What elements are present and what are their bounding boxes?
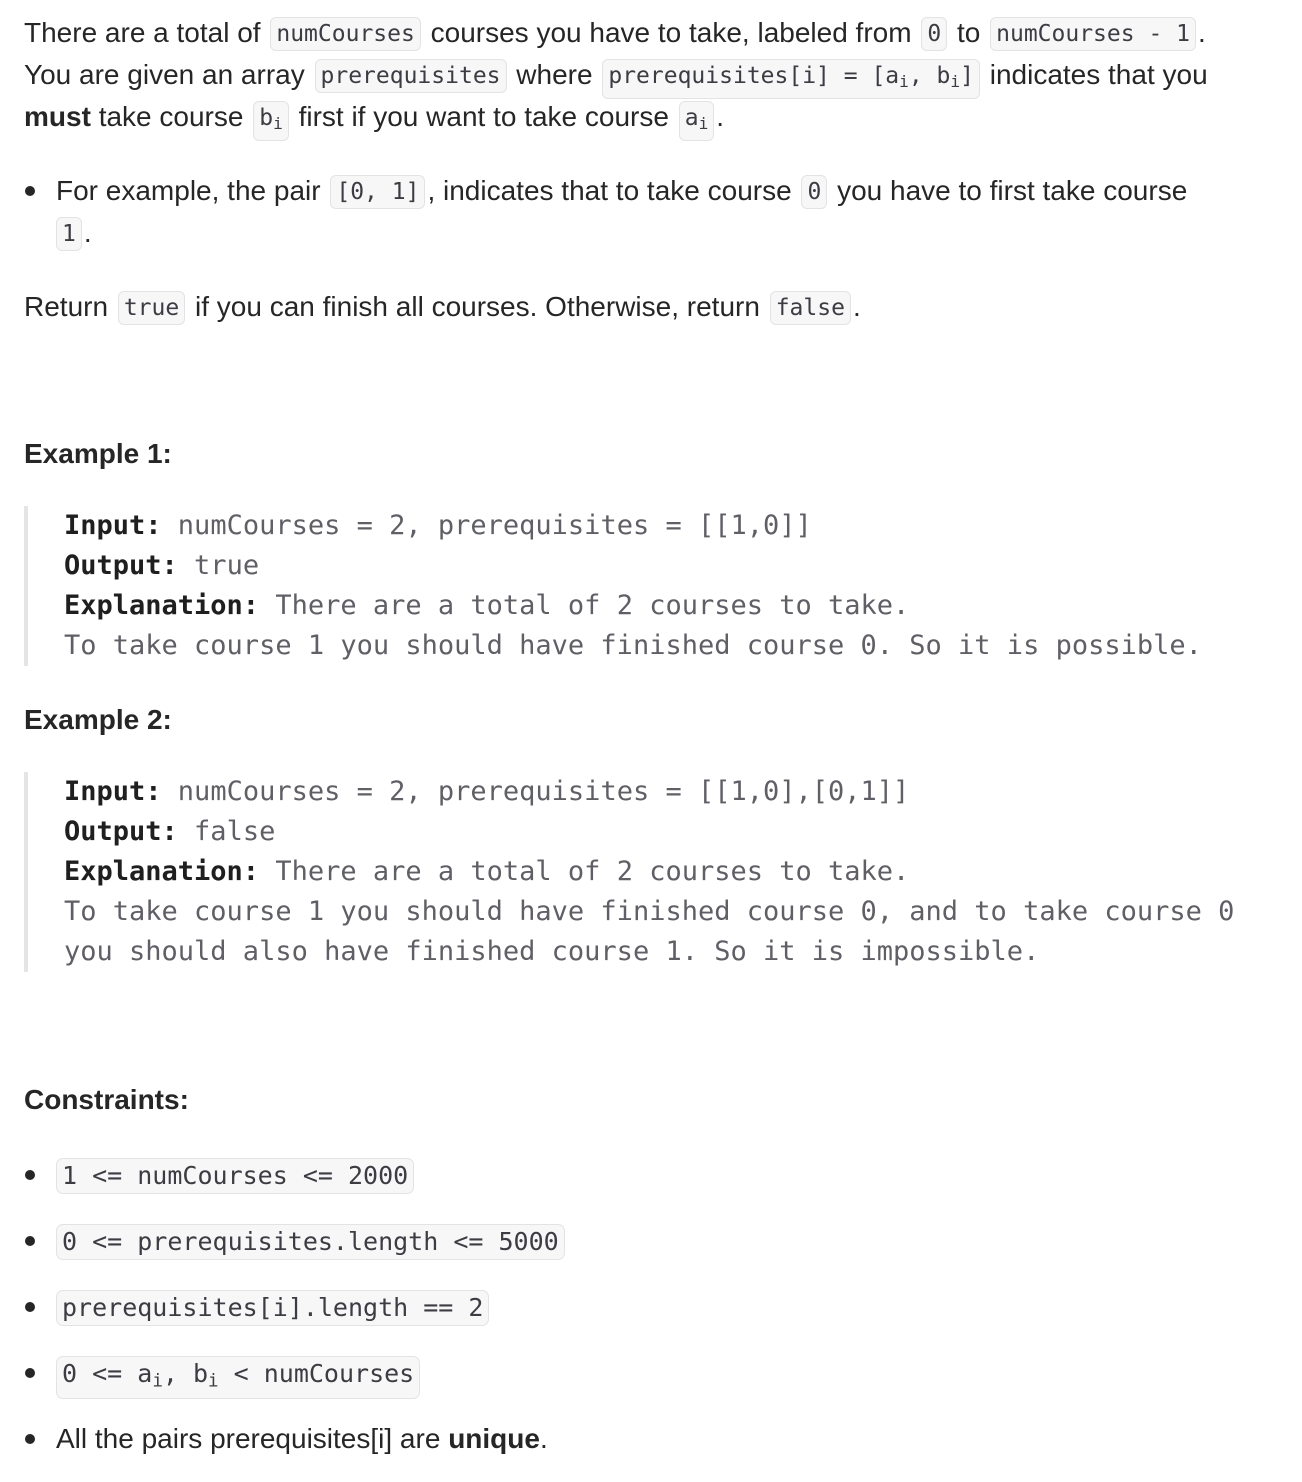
inline-code: prerequisites — [315, 59, 507, 93]
bullet-dot — [25, 1434, 35, 1444]
inline-code: $b_i$ — [253, 101, 289, 141]
example-bullet-line-1: For example, the pair [0, 1] , indicates that to take course 0 you have to first take course — [56, 170, 1187, 212]
intro-line-2: You are given an array prerequisites where prerequisites[i] = [$a_i$, $b_i$] indicates that you — [24, 54, 1208, 99]
intro-line-3: must take course $b_i$ first if you want to take course $a_i$ . — [24, 96, 724, 141]
bullet-dot — [25, 1368, 35, 1378]
example-2-output: Output: false — [64, 816, 276, 847]
inline-code: numCourses — [270, 17, 420, 51]
inline-code: 0 — [921, 17, 947, 51]
constraint-2: 0 <= prerequisites.length <= 5000 — [56, 1224, 565, 1260]
constraint-3: prerequisites[i].length == 2 — [56, 1290, 489, 1326]
example-1-explanation-cont: To take course 1 you should have finished course 0. So it is possible. — [64, 630, 1202, 661]
intro-line-1: There are a total of numCourses courses you have to take, labeled from 0 to numCourses - 1 . — [24, 12, 1206, 54]
example-1-block — [24, 506, 1298, 666]
example-1-input: Input: numCourses = 2, prerequisites = [[1,0]] — [64, 510, 812, 541]
example-2-heading: Example 2: — [24, 704, 172, 735]
return-line: Return true if you can finish all courses. Otherwise, return false . — [24, 286, 861, 328]
example-bullet-line-2: 1 . — [56, 212, 92, 254]
example-2-input: Input: numCourses = 2, prerequisites = [[1,0],[0,1]] — [64, 776, 910, 807]
inline-code: $a_i$ — [679, 101, 715, 141]
constraint-1: 1 <= numCourses <= 2000 — [56, 1158, 414, 1194]
bullet-dot — [25, 1302, 35, 1312]
constraint-4: $0 <= a_i$, $b_i$ < numCourses — [56, 1356, 420, 1399]
example-2-explanation-cont-1: To take course 1 you should have finished course 0, and to take course 0 — [64, 896, 1235, 927]
inline-code: true — [118, 291, 185, 325]
inline-code: prerequisites[i] = [$a_i$, $b_i$] — [602, 59, 980, 99]
inline-code: 0 — [801, 175, 827, 209]
example-1-heading: Example 1: — [24, 438, 172, 469]
example-1-explanation: Explanation: There are a total of 2 courses to take. — [64, 590, 910, 621]
inline-code: 1 — [56, 217, 82, 251]
bullet-dot — [25, 186, 35, 196]
inline-code: false — [770, 291, 851, 325]
inline-code: numCourses - 1 — [990, 17, 1196, 51]
example-2-explanation: Explanation: There are a total of 2 courses to take. — [64, 856, 910, 887]
bullet-dot — [25, 1236, 35, 1246]
inline-code: [0, 1] — [330, 175, 425, 209]
constraint-5: All the pairs prerequisites[i] are unique. — [56, 1423, 548, 1454]
bullet-dot — [25, 1170, 35, 1180]
example-2-block — [24, 772, 1298, 972]
example-1-output: Output: true — [64, 550, 260, 581]
example-2-explanation-cont-2: you should also have finished course 1. So it is impossible. — [64, 936, 1040, 967]
constraints-heading: Constraints: — [24, 1084, 189, 1115]
